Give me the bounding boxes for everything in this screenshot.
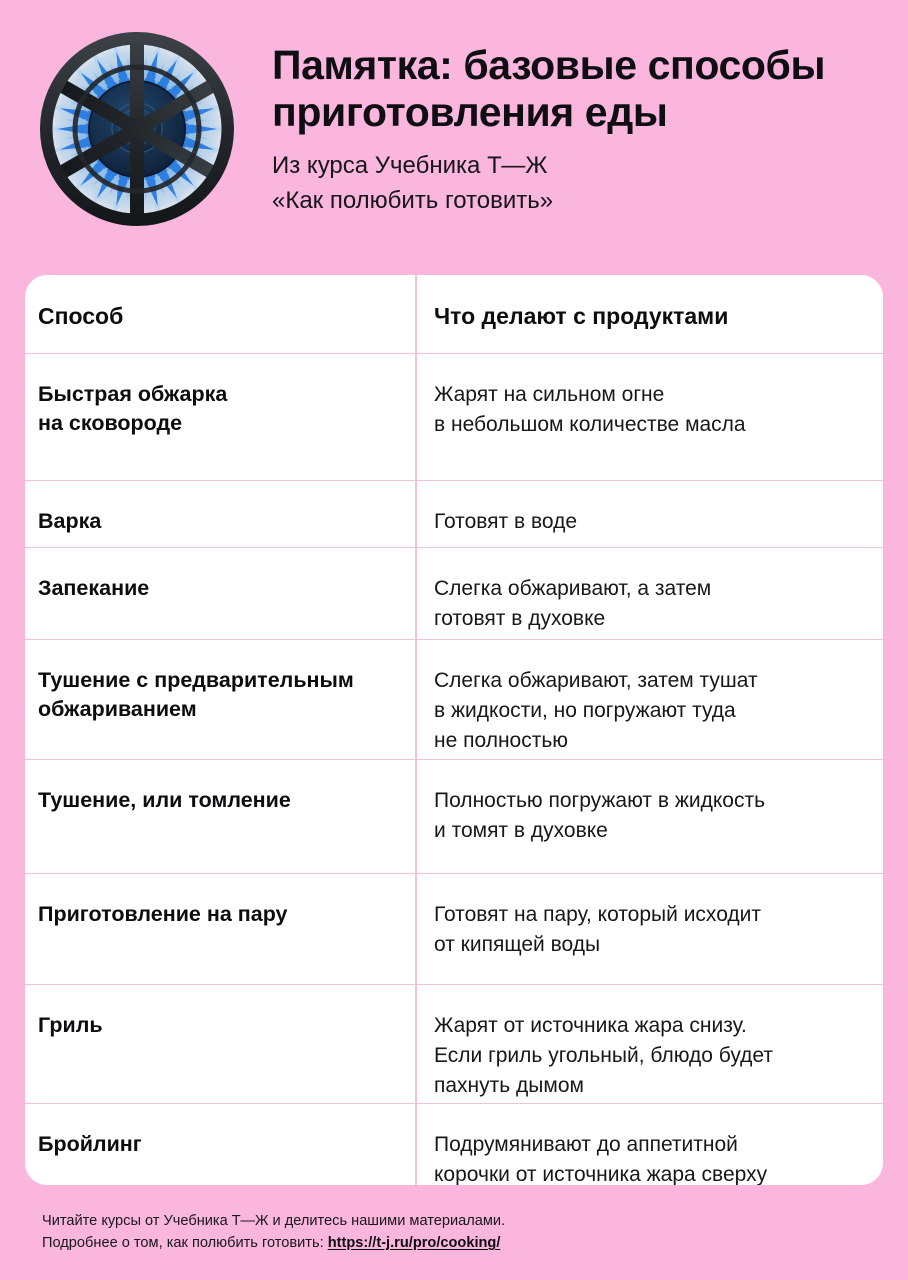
description-line: Готовят в воде (434, 510, 578, 533)
cell-method (25, 760, 415, 873)
method-description (434, 380, 861, 440)
cell-method (25, 548, 415, 639)
footer-line-2-prefix: Подробнее о том, как полюбить готовить: (42, 1235, 328, 1252)
table-row (25, 1104, 883, 1185)
method-name (38, 786, 395, 815)
method-line: Запекание (38, 576, 150, 600)
method-line: Тушение, или томление (38, 788, 291, 812)
page-subtitle (272, 149, 882, 217)
method-line: на сковороде (38, 410, 183, 435)
method-name (38, 900, 395, 929)
method-line: Бройлинг (38, 1132, 142, 1156)
description-line: и томят в духовке (434, 818, 608, 842)
table-row (25, 874, 883, 985)
method-line: обжариванием (38, 696, 197, 721)
method-description (434, 900, 861, 960)
method-line: Тушение с предварительным (38, 668, 354, 692)
cell-description (415, 640, 883, 759)
gas-burner-image (36, 32, 238, 226)
method-line: Гриль (38, 1013, 103, 1037)
cell-method (25, 640, 415, 759)
description-line: Если гриль угольный, блюдо будет (434, 1043, 774, 1067)
description-line: Жарят на сильном огне (434, 383, 665, 406)
page-title-line-2: приготовления еды (272, 88, 668, 135)
cell-description (415, 354, 883, 480)
cell-method (25, 874, 415, 984)
method-name (38, 1011, 395, 1040)
description-line: не полностью (434, 728, 569, 752)
method-line: Приготовление на пару (38, 902, 288, 926)
method-description (434, 786, 861, 846)
cell-description (415, 985, 883, 1103)
cooking-course-link[interactable]: https://t-j.ru/pro/cooking/ (327, 1235, 501, 1252)
title-block (272, 42, 882, 218)
cell-method (25, 1104, 415, 1185)
description-line: Готовят на пару, который исходит (434, 903, 762, 926)
footer-line-1: Читайте курсы от Учебника Т—Ж и делитесь нашими материалами. (42, 1213, 506, 1229)
method-description (434, 1011, 861, 1100)
method-description (434, 666, 861, 755)
cell-description (415, 481, 883, 547)
table-header-row (25, 275, 883, 354)
method-description (434, 1130, 861, 1185)
description-line: в небольшом количестве масла (434, 412, 746, 436)
description-line: готовят в духовке (434, 606, 606, 630)
table-header-cell-description (415, 275, 883, 353)
column-header-label: Что делают с продуктами (434, 303, 729, 329)
cell-description (415, 548, 883, 639)
header (0, 0, 908, 262)
description-line: Жарят от источника жара снизу. (434, 1014, 747, 1037)
page-subtitle-line-2: «Как полюбить готовить» (272, 186, 554, 214)
description-line: корочки от источника жара сверху (434, 1162, 768, 1185)
cell-method (25, 354, 415, 480)
table-row (25, 760, 883, 874)
method-name (38, 1130, 395, 1159)
description-line: Полностью погружают в жидкость (434, 789, 766, 812)
cell-description (415, 1104, 883, 1185)
footer-line-2 (42, 1232, 505, 1254)
method-name (38, 507, 395, 536)
table-row (25, 548, 883, 640)
table-row (25, 481, 883, 548)
footer (0, 1196, 908, 1280)
cell-description (415, 760, 883, 873)
table-header-cell-method (25, 275, 415, 353)
method-description (434, 507, 861, 537)
method-line: Быстрая обжарка (38, 382, 228, 406)
description-line: Слегка обжаривают, затем тушат (434, 669, 758, 692)
description-line: от кипящей воды (434, 932, 601, 956)
methods-table-card (25, 275, 883, 1185)
description-line: в жидкости, но погружают туда (434, 698, 736, 722)
page-subtitle-line-1: Из курса Учебника Т—Ж (272, 152, 548, 180)
footer-text (42, 1210, 505, 1254)
cell-method (25, 481, 415, 547)
table-row (25, 354, 883, 481)
page-title (272, 42, 882, 135)
cell-method (25, 985, 415, 1103)
cell-description (415, 874, 883, 984)
method-description (434, 574, 861, 634)
method-name (38, 666, 395, 723)
method-line: Варка (38, 509, 102, 533)
description-line: пахнуть дымом (434, 1073, 584, 1097)
gas-burner-flame-icon (36, 32, 238, 226)
description-line: Подрумянивают до аппетитной (434, 1133, 738, 1156)
description-line: Слегка обжаривают, а затем (434, 577, 712, 600)
page-title-line-1: Памятка: базовые способы (272, 42, 826, 88)
method-name (38, 574, 395, 603)
table-row (25, 640, 883, 760)
method-name (38, 380, 395, 437)
column-header-label: Способ (38, 303, 124, 329)
table-row (25, 985, 883, 1104)
